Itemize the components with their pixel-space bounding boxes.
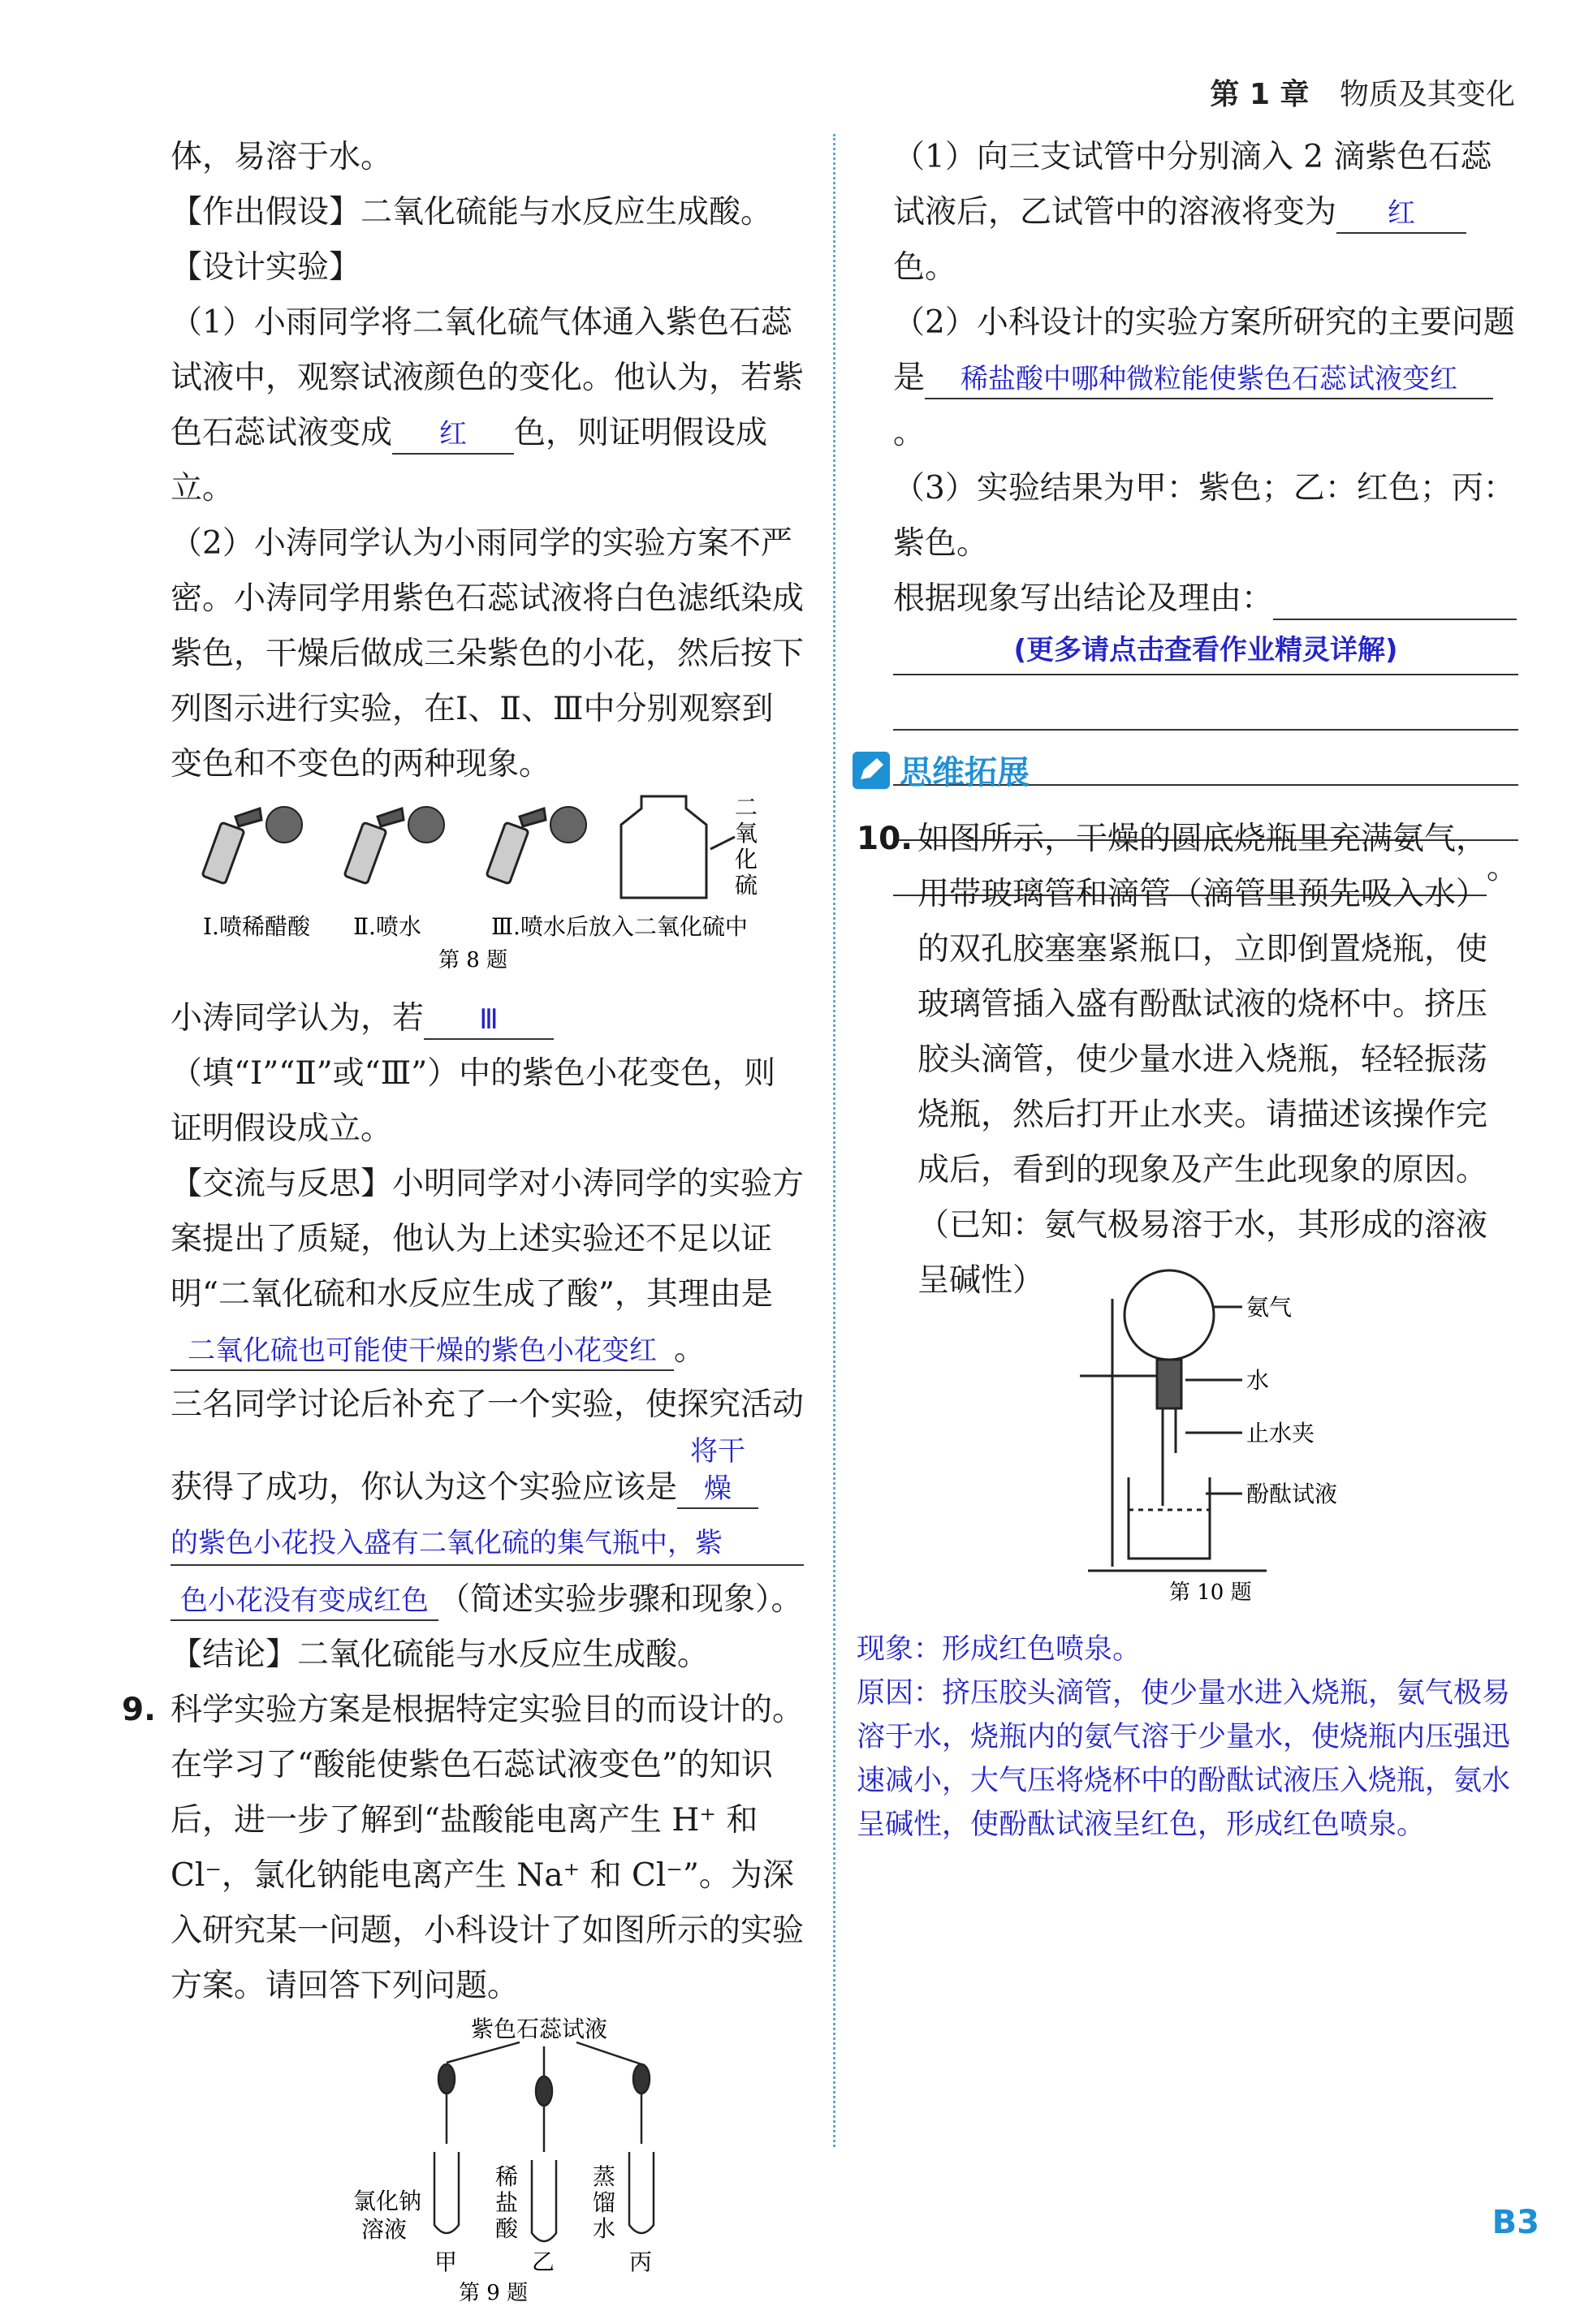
tube-name: 甲: [434, 2249, 458, 2275]
spray-experiment-diagram: [171, 792, 804, 991]
test-tube-diagram: [171, 2014, 804, 2306]
question-number: 9.: [122, 1692, 156, 1728]
design-title: 【设计实验】: [171, 249, 361, 286]
answer-line: [893, 675, 1518, 731]
fig8-label-2: Ⅱ.喷水: [353, 913, 421, 940]
fig9-caption: 第 9 题: [459, 2281, 529, 2305]
text: 。: [674, 1331, 706, 1368]
text: 根据现象写出结论及理由：: [893, 580, 1274, 617]
question-10: [857, 812, 1518, 1309]
label-ammonia: 氨气: [1246, 1294, 1293, 1321]
text: 【交流与反思】小明同学对小涛同学的实验方案提出了质疑，他认为上述实验还不足以证明“二氧化硫和水反应生成了酸”，其理由是: [171, 1166, 805, 1313]
gas-label: 二: [735, 794, 758, 821]
text: 色。: [893, 249, 957, 286]
litmus-label: 紫色石蕊试液: [471, 2016, 608, 2042]
tube3-label: 馏: [593, 2189, 616, 2216]
sprayer-icon: [486, 808, 546, 884]
section-title: [853, 747, 1030, 793]
flower-icon: [408, 807, 444, 843]
answer-phenomenon: 现象：形成红色喷泉。: [857, 1633, 1142, 1666]
tube3-label: 蒸: [593, 2163, 616, 2190]
paragraph-1: [171, 295, 804, 516]
text: 。: [893, 415, 926, 451]
answer-blank: 稀盐酸中哪种微粒能使紫色石蕊试液变红: [925, 360, 1493, 399]
text: 三名同学讨论后补充了一个实验，使探究活动获得了成功，你认为这个实验应该是: [171, 1386, 805, 1506]
figure-9: [171, 2014, 804, 2306]
question-9-conclusion-prompt: [893, 571, 1518, 627]
question-9: [122, 1683, 805, 2014]
text: （1）向三支试管中分别滴入 2 滴紫色石蕊试液后，乙试管中的溶液将变为: [893, 139, 1492, 231]
text-line: 体，易溶于水。: [171, 139, 393, 175]
tube1-label: 氯化钠: [353, 2188, 422, 2214]
question-9-part-2: [893, 295, 1518, 461]
tube3-label: 水: [593, 2215, 616, 2242]
hypothesis: 【作出假设】二氧化硫能与水反应生成酸。: [171, 194, 773, 231]
tube1-label: 溶液: [361, 2216, 408, 2243]
answer-line: 的紫色小花投入盛有二氧化硫的集气瓶中，紫: [171, 1522, 804, 1566]
tube2-label: 盐: [495, 2189, 519, 2216]
text: （2）小科设计的实验方案所研究的主要问题是: [893, 304, 1515, 396]
fig8-label-1: Ⅰ.喷稀醋酸: [203, 913, 310, 940]
paragraph-5-end: [171, 1572, 804, 1628]
text: 色，则证明假设成立。: [171, 415, 768, 507]
answer-block: [857, 1628, 1522, 1847]
answer-blank: 色小花没有变成红色: [171, 1582, 438, 1621]
conclusion: 【结论】二氧化硫能与水反应生成酸。: [171, 1636, 710, 1673]
label-clamp: 止水夹: [1246, 1420, 1315, 1447]
answer-blank: 红: [1336, 195, 1466, 234]
paragraph-5: [171, 1378, 804, 1516]
answer-blank: 二氧化硫也可能使干燥的紫色小花变红: [171, 1332, 674, 1371]
text: （1）小雨同学将二氧化硫气体通入紫色石蕊试液中，观察试液颜色的变化。他认为，若紫色石蕊试液变成: [171, 304, 805, 451]
fig10-caption: 第 10 题: [1169, 1580, 1252, 1605]
sprayer-icon: [344, 808, 404, 884]
paragraph-4: [171, 1157, 804, 1378]
question-number: 10.: [857, 821, 913, 857]
question-10-text: [857, 812, 1518, 1309]
left-column: [122, 130, 805, 2306]
fig8-caption: 第 8 题: [438, 948, 508, 972]
tube-name: 乙: [532, 2249, 555, 2275]
answer-blank: [1273, 581, 1517, 620]
fountain-experiment-diagram: [1072, 1266, 1413, 1607]
gas-label: 化: [735, 846, 758, 873]
chapter-title: 物质及其变化: [1339, 78, 1515, 111]
gas-bottle-icon: [621, 796, 735, 898]
flower-icon: [550, 807, 586, 843]
answer-blank: Ⅲ: [424, 1001, 554, 1040]
figure-8: [171, 792, 804, 991]
page-header: [1210, 71, 1515, 113]
flower-icon: [266, 807, 302, 843]
tube2-label: 酸: [495, 2215, 519, 2242]
sprayer-icon: [202, 808, 261, 884]
pencil-icon: [853, 752, 890, 789]
chapter-number: 第 1 章: [1210, 78, 1310, 111]
gas-label: 氧: [735, 820, 758, 847]
answer-blank: 将干燥: [677, 1433, 758, 1509]
test-tube-icon: [434, 2152, 654, 2241]
answer-reason: 原因：挤压胶头滴管，使少量水进入烧瓶，氨气极易溶于水，烧瓶内的氨气溶于少量水，使烧瓶内压强迅速减小，大气压将烧杯中的酚酞试液压入烧瓶，氨水呈碱性，使酚酞试液呈红色，形成红色喷泉。: [857, 1677, 1511, 1841]
fig8-label-3: Ⅲ.喷水后放入二氧化硫中: [491, 913, 748, 940]
answer-blank: 红: [392, 416, 514, 455]
label-water: 水: [1246, 1367, 1270, 1394]
question-9-part-1: [893, 130, 1518, 295]
column-divider: [833, 134, 835, 2147]
tube2-label: 稀: [495, 2163, 519, 2190]
text: 。: [1486, 850, 1518, 886]
tube-name: 丙: [629, 2249, 653, 2275]
more-link[interactable]: (更多请点击查看作业精灵详解): [893, 627, 1518, 675]
question-text: 科学实验方案是根据特定实验目的而设计的。在学习了“酸能使紫色石蕊试液变色”的知识后，进一步了解到“盐酸能电离产生 H⁺ 和 Cl⁻，氯化钠能电离产生 Na⁺ 和 Cl⁻”。为深入研究某一问题，小科设计了如图所示的实验方案。请回答下列问题。: [171, 1692, 805, 2004]
label-phenolphthalein: 酚酞试液: [1246, 1481, 1338, 1507]
section-label: 思维拓展: [900, 754, 1030, 791]
question-9-part-3: （3）实验结果为甲：紫色；乙：红色；丙：紫色。: [893, 470, 1515, 562]
text: 小涛同学认为，若: [171, 1000, 425, 1037]
figure-10: [1072, 1266, 1413, 1607]
paragraph-3: [171, 991, 804, 1157]
dropper-icon: [438, 2042, 650, 2152]
text: （填“Ⅰ”“Ⅱ”或“Ⅲ”）中的紫色小花变色，则证明假设成立。: [171, 1055, 776, 1147]
question-text: 如图所示，干燥的圆底烧瓶里充满氨气，用带玻璃管和滴管（滴管里预先吸入水）的双孔胶塞塞紧瓶口，立即倒置烧瓶，使玻璃管插入盛有酚酞试液的烧杯中。挤压胶头滴管，使少量水进入烧瓶，轻轻振荡烧瓶，然后打开止水夹。请描述该操作完成后，看到的现象及产生此现象的原因。（已知：氨气极易溶于水，其形成的溶液呈碱性）: [917, 821, 1488, 1299]
text: （简述实验步骤和现象）。: [438, 1581, 803, 1618]
gas-label: 硫: [735, 872, 758, 899]
page-number: B3: [1492, 2204, 1539, 2241]
paragraph-2: （2）小涛同学认为小雨同学的实验方案不严密。小涛同学用紫色石蕊试液将白色滤纸染成紫色，干燥后做成三朵紫色的小花，然后按下列图示进行实验，在Ⅰ、Ⅱ、Ⅲ中分别观察到变色和不变色的两种现象。: [171, 525, 805, 783]
